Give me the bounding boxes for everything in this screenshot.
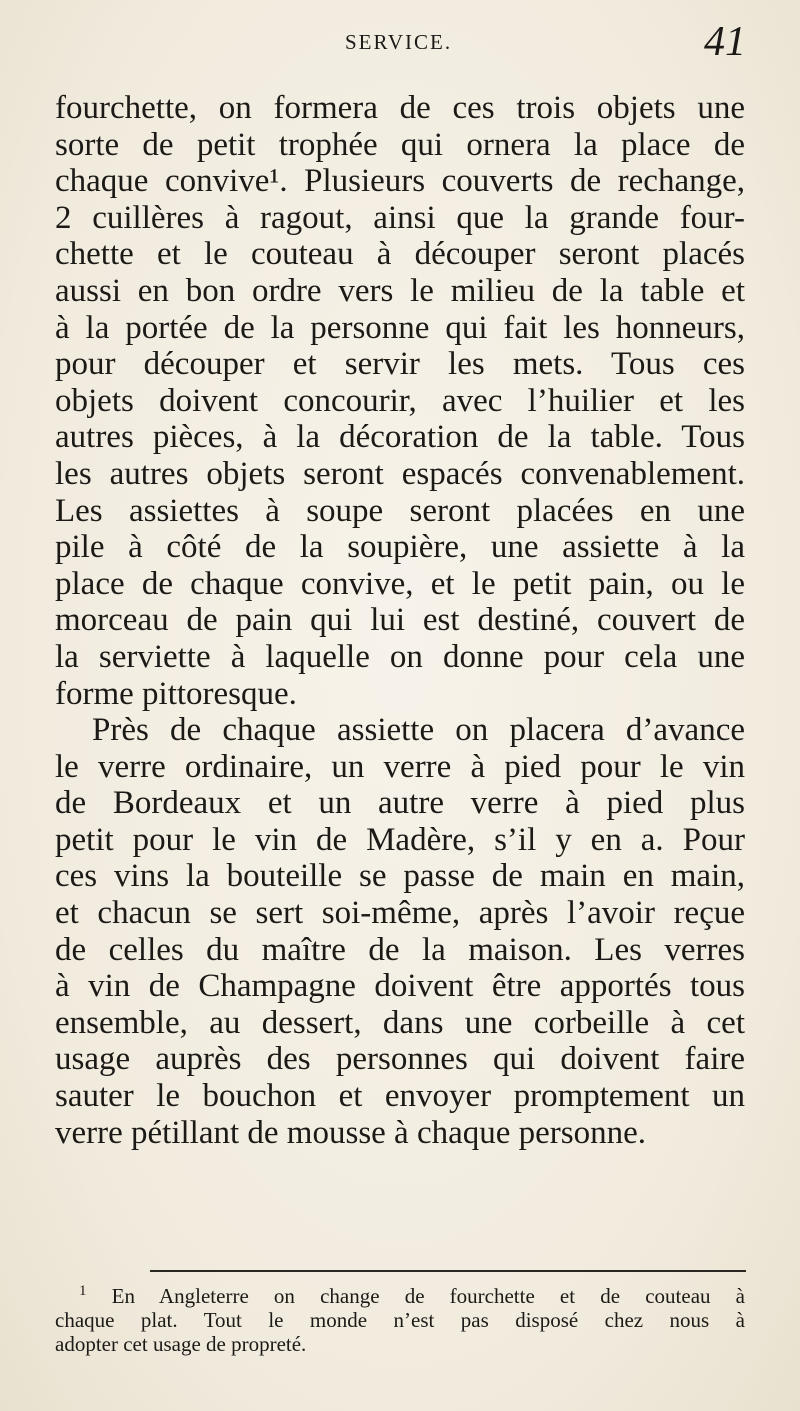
text-line: autres pièces, à la décoration de la table. Tous <box>55 419 745 456</box>
text-line: à la portée de la personne qui fait les honneurs, <box>55 309 745 346</box>
text-line: le verre ordinaire, un verre à pied pour le vin <box>55 748 745 785</box>
footnote-text: En Angleterre on change de fourchette et de couteau à <box>111 1284 745 1308</box>
text-line: et chacun se sert soi-même, après l’avoir reçue <box>55 895 745 932</box>
text-line: la serviette à laquelle on donne pour cela une <box>55 638 745 675</box>
text-line: objets doivent concourir, avec l’huilier et les <box>55 382 745 419</box>
text-line: usage auprès des personnes qui doivent faire <box>55 1041 745 1078</box>
footnote-rule <box>150 1270 746 1272</box>
footnote-marker: 1 <box>79 1283 87 1299</box>
text-line: aussi en bon ordre vers le milieu de la table et <box>55 272 745 309</box>
text-line: chette et le couteau à découper seront placés <box>55 236 745 273</box>
text-line: fourchette, on formera de ces trois objets une <box>55 90 745 126</box>
footnote-line: chaque plat. Tout le monde n’est pas disposé chez nous à <box>55 1308 745 1332</box>
running-head <box>0 8 800 78</box>
text-line: chaque convive¹. Plusieurs couverts de rechange, <box>55 163 745 200</box>
text-line: verre pétillant de mousse à chaque personne. <box>55 1114 647 1151</box>
text-line: forme pittoresque. <box>55 675 297 712</box>
body-text <box>55 90 745 1151</box>
text-line: sorte de petit trophée qui ornera la place de <box>55 126 745 163</box>
text-line: de celles du maître de la maison. Les verres <box>55 931 745 968</box>
text-line: ensemble, au dessert, dans une corbeille à cet <box>55 1004 745 1041</box>
page-number: 41 <box>704 19 746 65</box>
footnote <box>55 1284 745 1356</box>
text-line: à vin de Champagne doivent être apportés tous <box>55 968 745 1005</box>
text-line: petit pour le vin de Madère, s’il y en a. Pour <box>55 821 745 858</box>
text-line: pour découper et servir les mets. Tous ces <box>55 346 745 383</box>
text-line: place de chaque convive, et le petit pain, ou le <box>55 565 745 602</box>
footnote-line: adopter cet usage de propreté. <box>55 1332 307 1356</box>
text-line: sauter le bouchon et envoyer promptement un <box>55 1078 745 1115</box>
text-line: ces vins la bouteille se passe de main en main, <box>55 858 745 895</box>
text-line: pile à côté de la soupière, une assiette à la <box>55 529 745 566</box>
text-line: 2 cuillères à ragout, ainsi que la grande four- <box>55 199 745 236</box>
footnote-line <box>55 1284 745 1308</box>
text-line: Près de chaque assiette on placera d’avance <box>92 712 745 749</box>
text-line: Les assiettes à soupe seront placées en une <box>55 492 745 529</box>
running-title: SERVICE. <box>345 30 453 54</box>
text-line: de Bordeaux et un autre verre à pied plus <box>55 785 745 822</box>
text-line: les autres objets seront espacés convenablement. <box>55 455 745 492</box>
text-line: morceau de pain qui lui est destiné, couvert de <box>55 602 745 639</box>
